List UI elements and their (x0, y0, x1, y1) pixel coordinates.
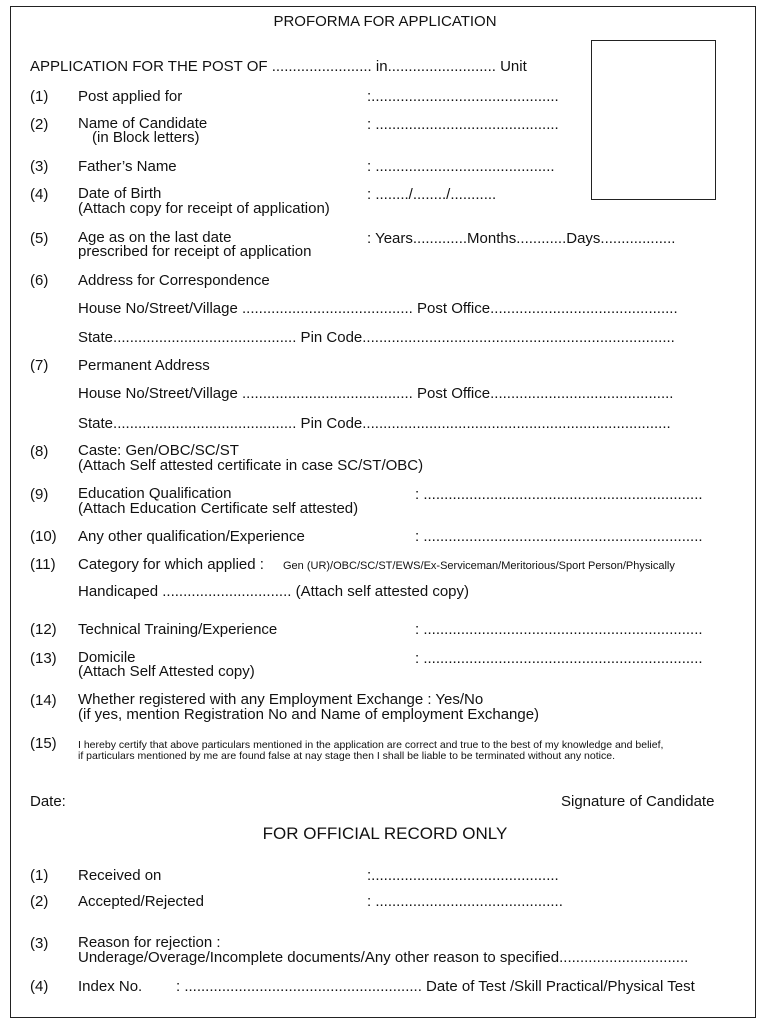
item-number: (2) (30, 116, 49, 133)
item-sublabel: (Attach Education Certificate self attested) (78, 500, 359, 517)
address-house-line: House No/Street/Village ......................................... Post Office............................................ (78, 385, 674, 402)
item-number: (15) (30, 735, 57, 752)
item-number: (10) (30, 528, 57, 545)
signature-label: Signature of Candidate (561, 793, 715, 810)
item-sublabel: (Attach copy for receipt of application) (78, 200, 330, 217)
item-value-line: :............................................. (367, 88, 559, 105)
item-value-line: : ................................................................... (415, 621, 703, 638)
item-label: Age as on the last date (78, 229, 232, 246)
item-value-line: : Years.............Months............Days.................. (367, 230, 676, 247)
declaration-line-1: I hereby certify that above particulars mentioned in the application are correct and true to the best of my knowledge and belief, (78, 739, 664, 751)
official-sublabel: Underage/Overage/Incomplete documents/Any other reason to specified............................... (78, 949, 689, 966)
item-number: (5) (30, 230, 49, 247)
item-value-line: : ............................................ (367, 116, 559, 133)
item-sublabel: (in Block letters) (92, 129, 200, 146)
item-label: Date of Birth (78, 185, 162, 202)
item-number: (9) (30, 486, 49, 503)
declaration-line-2: if particulars mentioned by me are found false at nay stage then I shall be liable to be terminated without any notice. (78, 750, 615, 762)
item-number: (6) (30, 272, 49, 289)
official-record-title: FOR OFFICIAL RECORD ONLY (262, 824, 508, 843)
item-number: (1) (30, 88, 49, 105)
item-sublabel: (Attach Self attested certificate in case SC/ST/OBC) (78, 457, 424, 474)
date-label: Date: (30, 793, 66, 810)
item-value-line: : ........................................... (367, 158, 555, 175)
category-options: Gen (UR)/OBC/SC/ST/EWS/Ex-Serviceman/Meritorious/Sport Person/Physically (283, 560, 675, 572)
item-number: (4) (30, 186, 49, 203)
official-value-line: : ......................................................... Date of Test /Skill Practical/Physical Test (176, 978, 695, 995)
official-label: Reason for rejection : (78, 934, 221, 951)
item-number: (13) (30, 650, 57, 667)
item-sublabel: (Attach Self Attested copy) (78, 663, 255, 680)
item-label: Any other qualification/Experience (78, 528, 305, 545)
item-value-line: : ................................................................... (415, 486, 703, 503)
item-sublabel: prescribed for receipt of application (78, 243, 312, 260)
address-house-line: House No/Street/Village ......................................... Post Office............................................. (78, 300, 678, 317)
official-value-line: :............................................. (367, 867, 559, 884)
official-label: Received on (78, 867, 162, 884)
item-label: Technical Training/Experience (78, 621, 278, 638)
item-value-line: : ......../......../........... (367, 186, 497, 203)
item-label: Address for Correspondence (78, 272, 270, 289)
item-label: Category for which applied : (78, 556, 264, 573)
item-value-line: : ................................................................... (415, 528, 703, 545)
item-label: Name of Candidate (78, 115, 208, 132)
official-number: (3) (30, 935, 49, 952)
official-label: Accepted/Rejected (78, 893, 204, 910)
item-number: (12) (30, 621, 57, 638)
address-state-line: State............................................ Pin Code.......................................................................... (78, 415, 671, 432)
item-label: Post applied for (78, 88, 183, 105)
official-label: Index No. (78, 978, 143, 995)
item-value-line: : ................................................................... (415, 650, 703, 667)
official-value-line: : ............................................. (367, 893, 563, 910)
item-label: Education Qualification (78, 485, 232, 502)
form-title: PROFORMA FOR APPLICATION (273, 13, 497, 30)
address-state-line: State............................................ Pin Code........................................................................... (78, 329, 675, 346)
post-line: APPLICATION FOR THE POST OF ........................ in.......................... Unit (30, 58, 527, 75)
item-label: Permanent Address (78, 357, 210, 374)
category-line-2: Handicaped ............................... (Attach self attested copy) (78, 583, 470, 600)
item-number: (8) (30, 443, 49, 460)
photo-box (591, 40, 716, 200)
item-number: (11) (30, 556, 56, 573)
item-sublabel: (if yes, mention Registration No and Name of employment Exchange) (78, 706, 540, 723)
item-label: Caste: Gen/OBC/SC/ST (78, 442, 239, 459)
item-number: (7) (30, 357, 49, 374)
official-number: (4) (30, 978, 49, 995)
official-number: (1) (30, 867, 49, 884)
item-label: Father’s Name (78, 158, 177, 175)
item-number: (3) (30, 158, 49, 175)
item-label: Domicile (78, 649, 136, 666)
item-label: Whether registered with any Employment Exchange : Yes/No (78, 691, 484, 708)
item-number: (14) (30, 692, 57, 709)
official-number: (2) (30, 893, 49, 910)
